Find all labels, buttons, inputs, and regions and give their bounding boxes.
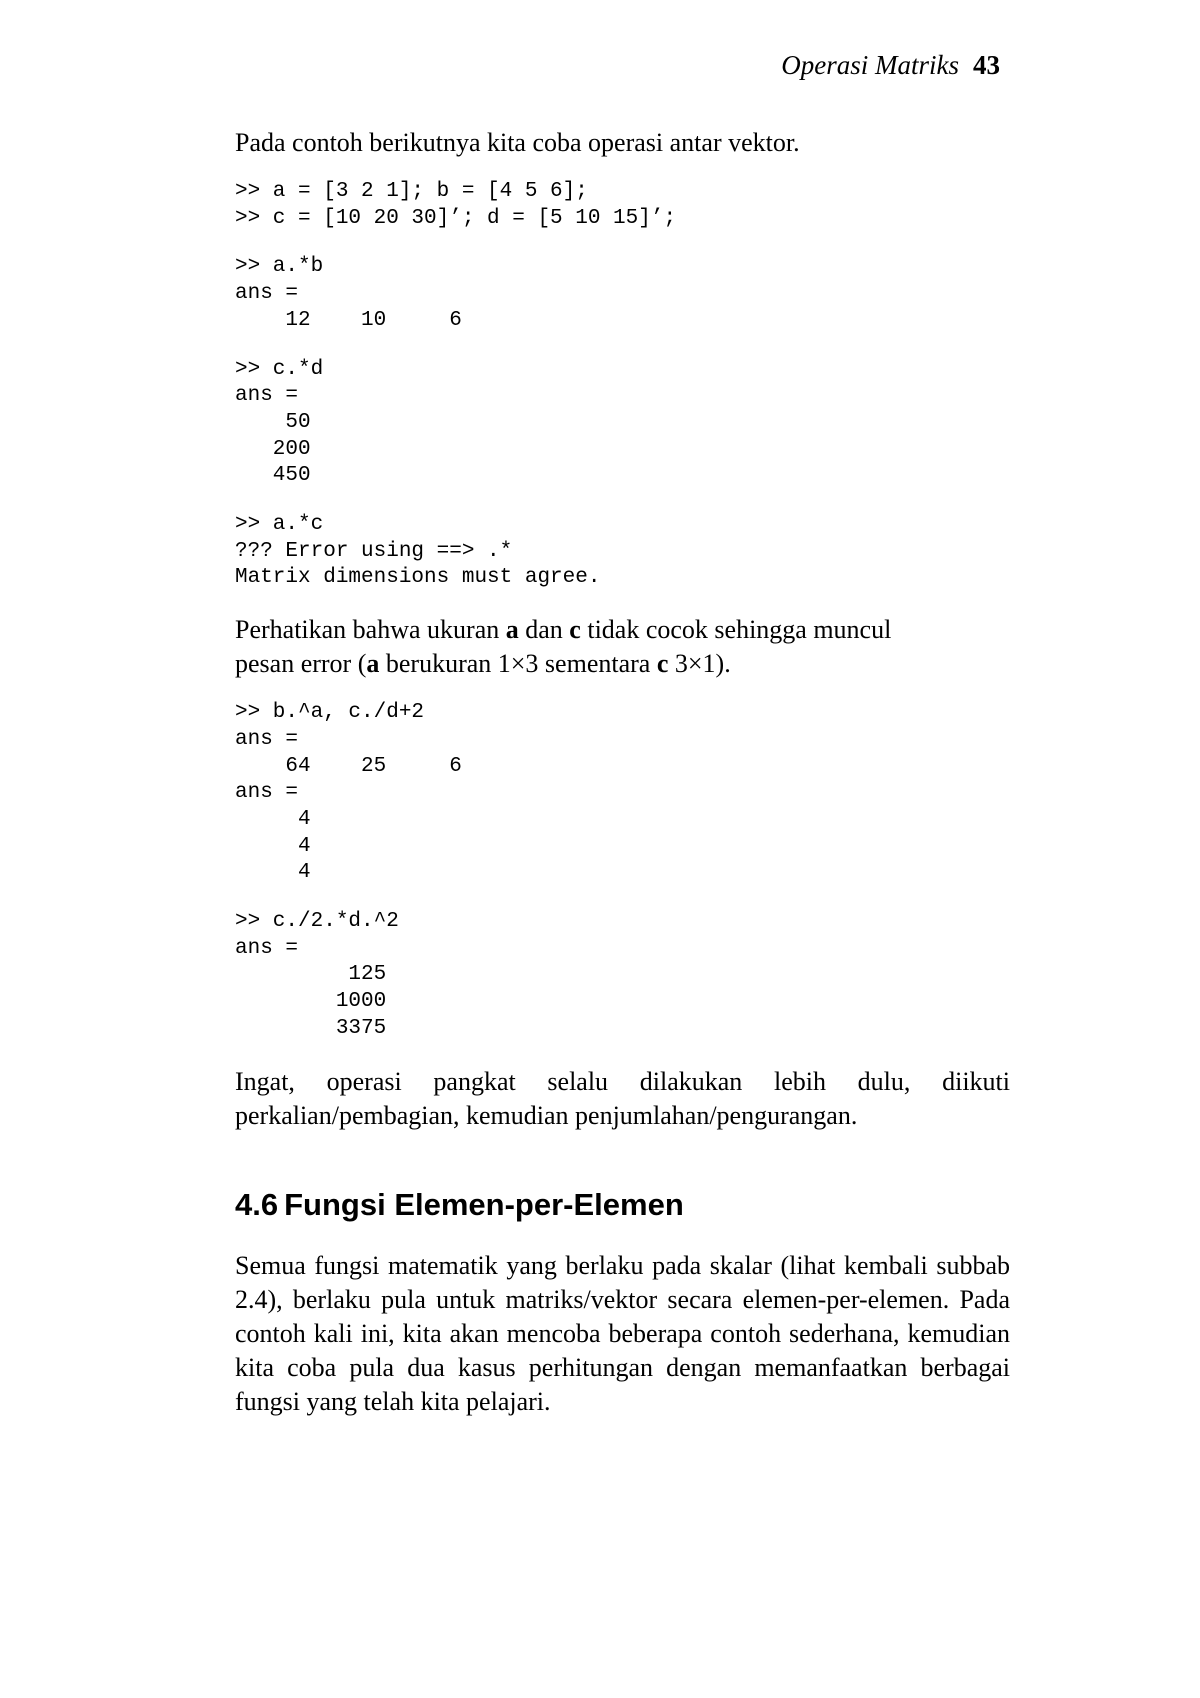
page-header xyxy=(781,52,1000,79)
code-block-precedence: >> c./2.*d.^2 ans = 125 1000 3375 xyxy=(235,910,399,1040)
code-block-vector-setup: >> a = [3 2 1]; b = [4 5 6]; >> c = [10 20 30]’; d = [5 10 15]’; xyxy=(235,180,677,230)
code-block-error: >> a.*c ??? Error using ==> .* Matrix dimensions must agree. xyxy=(235,513,601,590)
intro-paragraph: Pada contoh berikutnya kita coba operasi antar vektor. xyxy=(235,128,800,157)
header-title: Operasi Matriks xyxy=(781,50,959,80)
section-title: Fungsi Elemen-per-Elemen xyxy=(284,1186,684,1222)
code-block-c-times-d: >> c.*d ans = 50 200 450 xyxy=(235,357,324,488)
precedence-note: Ingat, operasi pangkat selalu dilakukan lebih dulu, diikuti perkalian/pembagian, kemudian penjumlahan/pengurangan. xyxy=(235,1066,1010,1130)
code-block-power-divide: >> b.^a, c./d+2 ans = 64 25 6 ans = 4 4 4 xyxy=(235,701,462,885)
section-heading xyxy=(235,1185,1010,1225)
code-block-a-times-b: >> a.*b ans = 12 10 6 xyxy=(235,255,462,332)
dimension-note: Perhatikan bahwa ukuran a dan c tidak cocok sehingga muncul pesan error (a berukuran 1×3 sementara c 3×1). xyxy=(235,615,892,679)
page-content xyxy=(235,126,1010,1419)
section-body: Semua fungsi matematik yang berlaku pada skalar (lihat kembali subbab 2.4), berlaku pula untuk matriks/vektor secara elemen-per-elemen. Pada contoh kali ini, kita akan mencoba beberapa contoh sederhana, kemudian kita coba pula dua kasus perhitungan dengan memanfaatkan berbagai fungsi yang telah kita pelajari. xyxy=(235,1250,1010,1416)
section-number: 4.6 xyxy=(235,1186,279,1222)
page-number: 43 xyxy=(973,50,1000,80)
